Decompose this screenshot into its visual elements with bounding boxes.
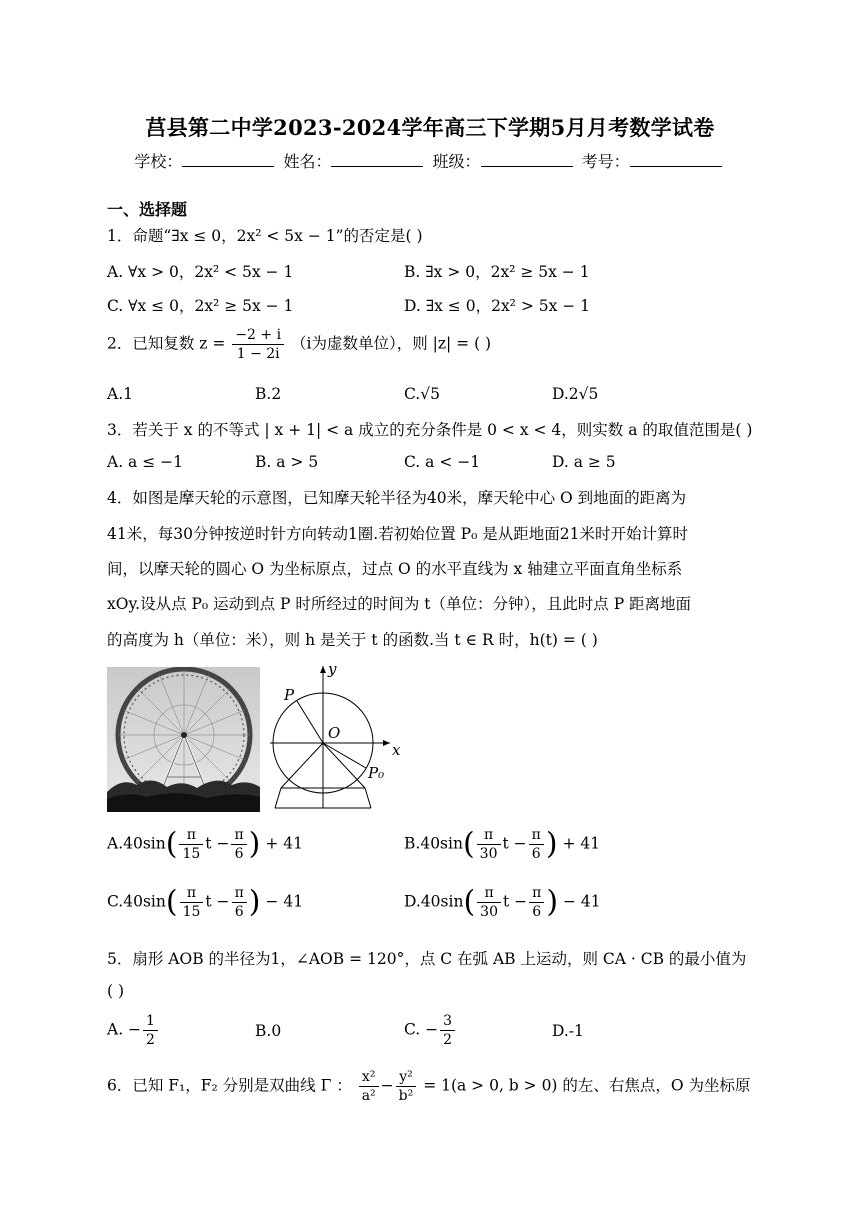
ferris-wheel-photo [107,667,260,812]
q2-prefix: 2．已知复数 z = [107,334,226,353]
name-label: 姓名： [283,152,332,171]
class-blank[interactable] [481,152,573,167]
q4-line-2: 41米，每30分钟按逆时针方向转动1圈.若初始位置 P₀ 是从距地面21米时开始计算时 [107,525,688,543]
q2-option-d: D.2√5 [552,385,599,403]
q4-option-a: A.40sin( $\frac{\pi}{15}$ t − $\frac{\pi}{6}$ ) + 41 [107,826,303,862]
section-heading: 一、选择题 [107,200,188,219]
diagram-origin-label: O [328,724,341,742]
q3-option-d: D. a ≥ 5 [552,453,616,471]
ferris-wheel-diagram [270,660,400,816]
diagram-x-label: x [392,741,400,759]
q1-option-d: D. ∃x ≤ 0，2x² > 5x − 1 [404,297,591,315]
q4-option-d: D.40sin( $\frac{\pi}{30}$ t − $\frac{\pi}{6}$ ) − 41 [404,884,601,920]
name-blank[interactable] [331,152,423,167]
q5-option-a: A. − $\frac{1}{2}$ [107,1012,160,1049]
exam-number-blank[interactable] [630,152,722,167]
q2-option-c: C.√5 [404,385,440,403]
diagram-y-label: y [328,660,337,678]
q2-fraction [232,326,284,363]
q4-line-5: 的高度为 h（单位：米），则 h 是关于 t 的函数.当 t ∈ R 时，h(t) = ( ) [107,631,598,649]
q4-line-1: 4．如图是摩天轮的示意图，已知摩天轮半径为40米，摩天轮中心 O 到地面的距离为 [107,489,687,507]
question-5-stem-cont: ( ) [107,982,125,1000]
question-6-stem: 6．已知 F₁，F₂ 分别是双曲线 Γ ： $\frac{\text{x²}}{\text{a²}}$ − $\frac{\text{y²}}{\text{b²}}$ = 1(a > 0, b > 0) 的左、右焦点，O 为坐标原 [107,1069,751,1104]
school-blank[interactable] [182,152,274,167]
q2-option-a: A.1 [107,385,133,403]
q1-option-c: C. ∀x ≤ 0，2x² ≥ 5x − 1 [107,297,294,315]
q3-option-a: A. a ≤ −1 [107,453,183,471]
student-info-line [0,149,860,172]
q4-option-c: C.40sin( $\frac{\pi}{15}$ t − $\frac{\pi}{6}$ ) − 41 [107,884,304,920]
q4-option-b: B.40sin( $\frac{\pi}{30}$ t − $\frac{\pi}{6}$ ) + 41 [404,826,601,862]
question-1-stem: 1．命题“∃x ≤ 0，2x² < 5x − 1”的否定是( ) [107,227,423,245]
class-label: 班级： [432,152,481,171]
q3-option-b: B. a > 5 [255,453,319,471]
diagram-point-p-label: P [284,686,295,704]
q5-option-b: B.0 [255,1022,282,1040]
q2-fraction-den: 1 − 2i [236,346,280,362]
q5-option-c: C. − $\frac{3}{2}$ [404,1012,457,1049]
q1-option-b: B. ∃x > 0，2x² ≥ 5x − 1 [404,263,590,281]
school-label: 学校： [134,152,183,171]
question-2-stem [107,326,491,363]
q2-option-b: B.2 [255,385,282,403]
q3-option-c: C. a < −1 [404,453,481,471]
q2-suffix: （i为虚数单位），则 |z| = ( ) [291,334,492,353]
question-3-stem: 3．若关于 x 的不等式 | x + 1| < a 成立的充分条件是 0 < x < 4，则实数 a 的取值范围是( ) [107,421,753,439]
question-5-stem: 5．扇形 AOB 的半径为1，∠AOB = 120°，点 C 在弧 AB 上运动，则 CA · CB 的最小值为 [107,950,747,968]
q2-fraction-num: −2 + i [232,326,284,345]
q4-line-3: 间，以摩天轮的圆心 O 为坐标原点，过点 O 的水平直线为 x 轴建立平面直角坐标系 [107,560,683,578]
q4-line-4: xOy.设从点 P₀ 运动到点 P 时所经过的时间为 t（单位：分钟），且此时点 P 距离地面 [107,595,692,613]
q1-option-a: A. ∀x > 0，2x² < 5x − 1 [107,263,294,281]
q5-option-d: D.-1 [552,1022,584,1040]
exam-title: 莒县第二中学2023-2024学年高三下学期5月月考数学试卷 [145,115,715,140]
diagram-point-p0-label: P₀ [368,764,385,782]
exam-number-label: 考号： [581,152,630,171]
